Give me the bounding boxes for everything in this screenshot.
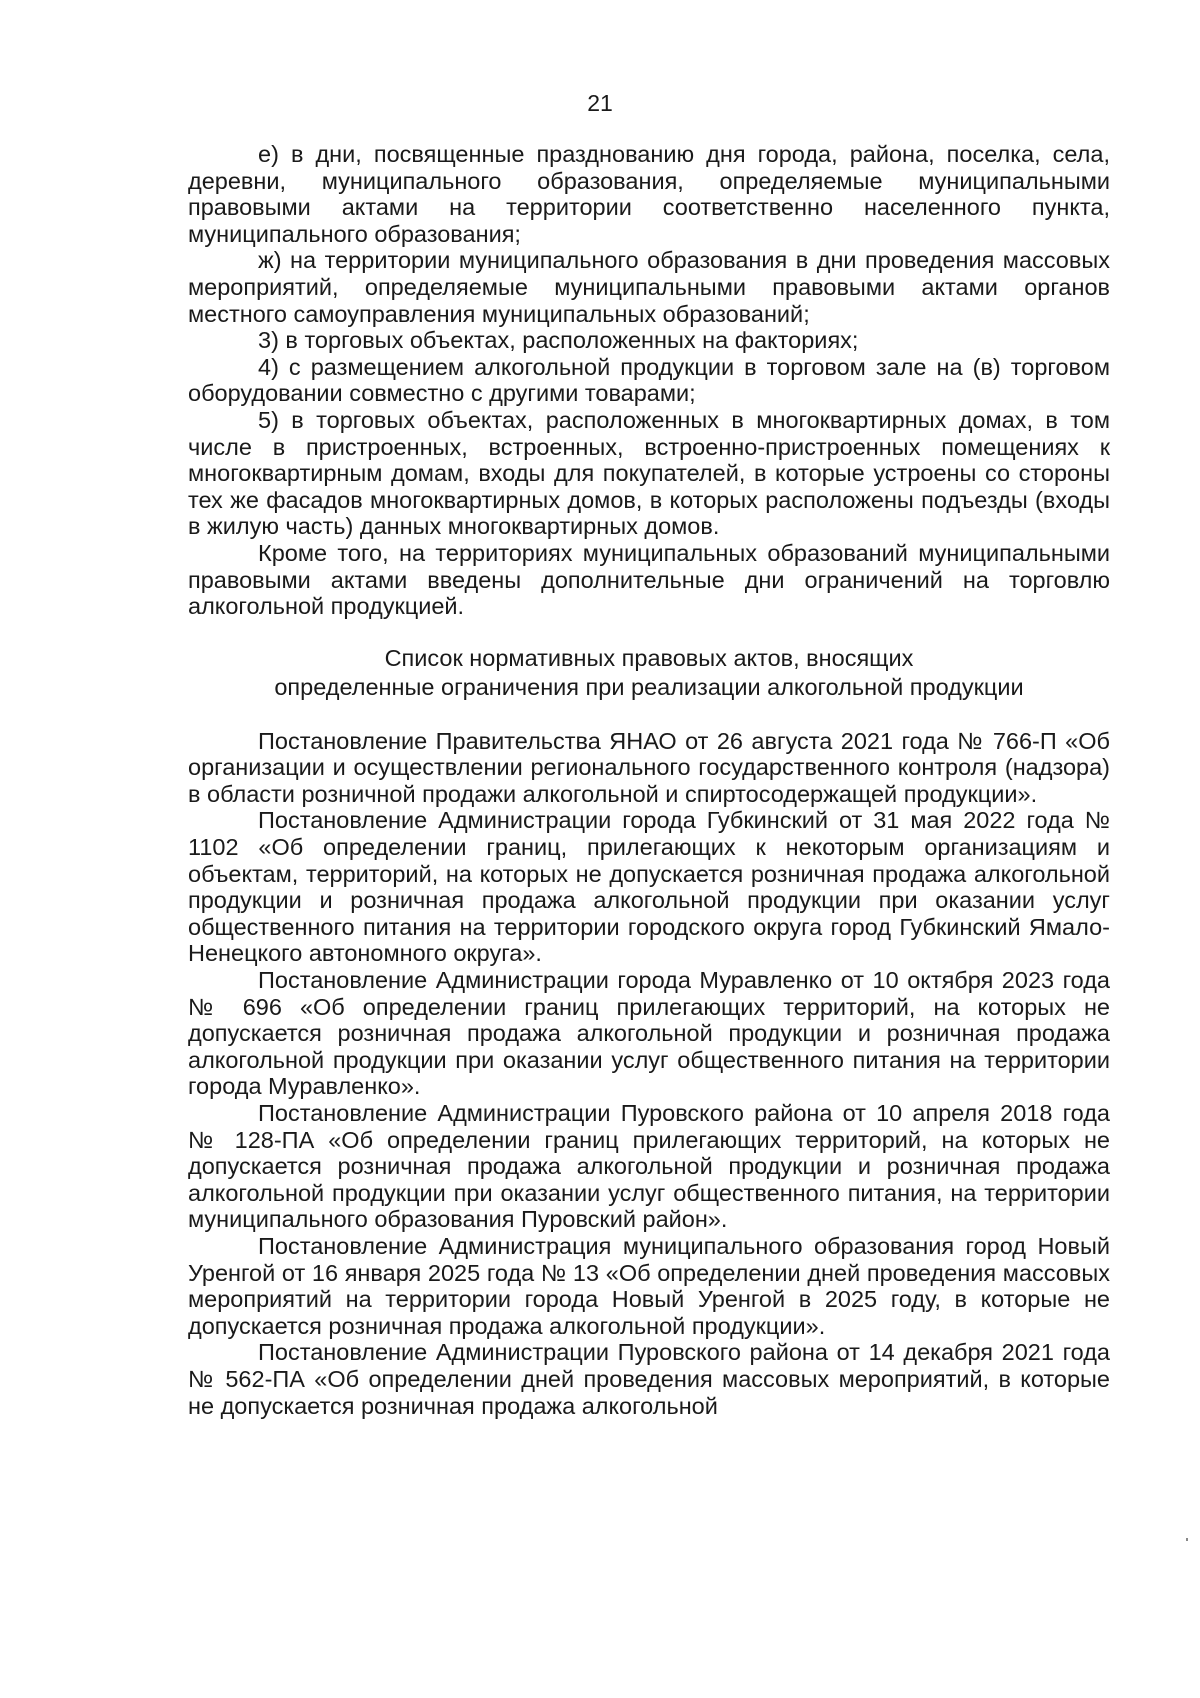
paragraph-item-4: 4) с размещением алкогольной продукции в торговом зале на (в) торговом оборудовании совместно с другими товарами;: [188, 353, 1110, 407]
page-number: 21: [587, 90, 613, 116]
paragraph-item-e: е) в дни, посвященные празднованию дня города, района, поселка, села, деревни, муниципального образования, определяемые муниципальными правовыми актами на территории соответственно населенного пункта, муниципального образования;: [188, 141, 1110, 247]
paragraph-item-3: 3) в торговых объектах, расположенных на факториях;: [258, 327, 859, 354]
paragraph-item-5: 5) в торговых объектах, расположенных в многоквартирных домах, в том числе в пристроенных, встроенных, встроенно-пристроенных помещениях к многоквартирным домам, входы для покупателей, в которые устроены со стороны тех же фасадов многоквартирных домов, в которых расположены подъезды (входы в жилую часть) данных многоквартирных домов.: [188, 406, 1110, 540]
act-paragraph-5: Постановление Администрация муниципального образования город Новый Уренгой от 16 января 2025 года № 13 «Об определении дней проведения массовых мероприятий на территории города Новый Уренгой в 2025 году, в которые не допускается розничная продажа алкогольной продукции».: [188, 1232, 1110, 1339]
act-paragraph-1: Постановление Правительства ЯНАО от 26 августа 2021 года № 766-П «Об организации и осуществлении регионального государственного контроля (надзора) в области розничной продажи алкогольной и спиртосодержащей продукции».: [188, 727, 1110, 807]
section-heading-line-1: Список нормативных правовых актов, вносящих: [384, 644, 914, 671]
act-paragraph-4: Постановление Администрации Пуровского района от 10 апреля 2018 года № 128-ПА «Об определении границ прилегающих территорий, на которых не допускается розничная продажа алкогольной продукции и розничная продажа алкогольной продукции при оказании услуг общественного питания, на территории муниципального образования Пуровский район».: [188, 1100, 1110, 1233]
act-paragraph-2: Постановление Администрации города Губкинский от 31 мая 2022 года № 1102 «Об определении границ, прилегающих к некоторым организациям и объектам, территорий, на которых не допускается розничная продажа алкогольной продукции и розничная продажа алкогольной продукции при оказании услуг общественного питания на территории городского округа город Губкинский Ямало-Ненецкого автономного округа».: [188, 807, 1110, 967]
paragraph-additional-restrictions: Кроме того, на территориях муниципальных образований муниципальными правовыми актами введены дополнительные дни ограничений на торговлю алкогольной продукцией.: [188, 539, 1110, 620]
act-paragraph-3: Постановление Администрации города Муравленко от 10 октября 2023 года № 696 «Об определении границ прилегающих территорий, на которых не допускается розничная продажа алкогольной продукции и розничная продажа алкогольной продукции при оказании услуг общественного питания на территории города Муравленко».: [188, 967, 1110, 1100]
document-body: [188, 141, 1110, 1419]
section-heading-line-2: определенные ограничения при реализации алкогольной продукции: [274, 673, 1024, 700]
act-paragraph-6: Постановление Администрации Пуровского района от 14 декабря 2021 года № 562-ПА «Об определении дней проведения массовых мероприятий, в которые не допускается розничная продажа алкогольной: [188, 1339, 1110, 1419]
paragraph-item-zh: ж) на территории муниципального образования в дни проведения массовых мероприятий, определяемые муниципальными правовыми актами органов местного самоуправления муниципальных образований;: [188, 247, 1110, 327]
section-heading: [188, 644, 1110, 702]
section-gap: [188, 702, 1110, 728]
scan-speck: [1186, 1538, 1188, 1541]
